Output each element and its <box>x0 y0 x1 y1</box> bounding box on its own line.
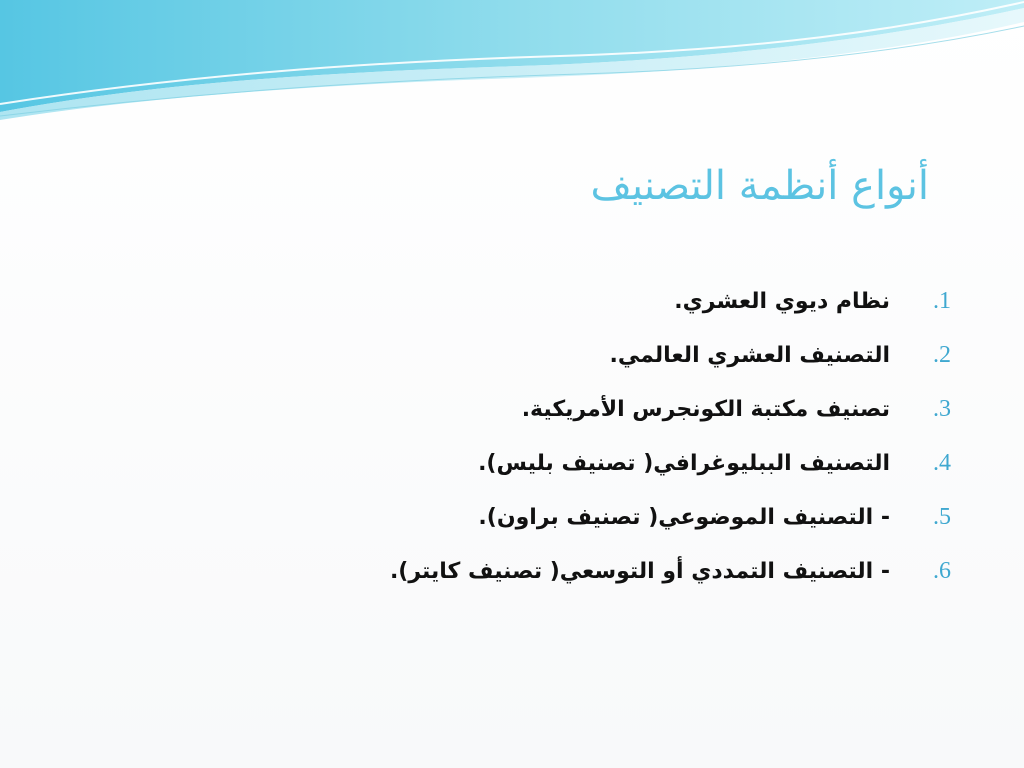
slide-title: أنواع أنظمة التصنيف <box>590 163 929 209</box>
list-item <box>272 396 972 450</box>
list-item <box>272 558 972 612</box>
list-item <box>272 288 972 342</box>
list-text: - التصنيف الموضوعي( تصنيف براون). <box>478 505 890 530</box>
list-text: تصنيف مكتبة الكونجرس الأمريكية. <box>521 397 890 422</box>
list-text: التصنيف العشري العالمي. <box>609 343 890 368</box>
list-number: 5. <box>933 504 951 530</box>
list-text: التصنيف الببليوغرافي( تصنيف بليس). <box>478 451 890 476</box>
list-number: 1. <box>933 288 951 314</box>
classification-systems-list <box>272 288 972 612</box>
list-number: 4. <box>933 450 951 476</box>
header-wave-decoration <box>0 0 1024 125</box>
list-text: نظام ديوي العشري. <box>674 289 890 314</box>
list-item <box>272 342 972 396</box>
list-number: 2. <box>933 342 951 368</box>
list-item <box>272 504 972 558</box>
list-item <box>272 450 972 504</box>
list-number: 6. <box>933 558 951 584</box>
list-number: 3. <box>933 396 951 422</box>
list-text: - التصنيف التمددي أو التوسعي( تصنيف كايتر). <box>389 559 890 584</box>
